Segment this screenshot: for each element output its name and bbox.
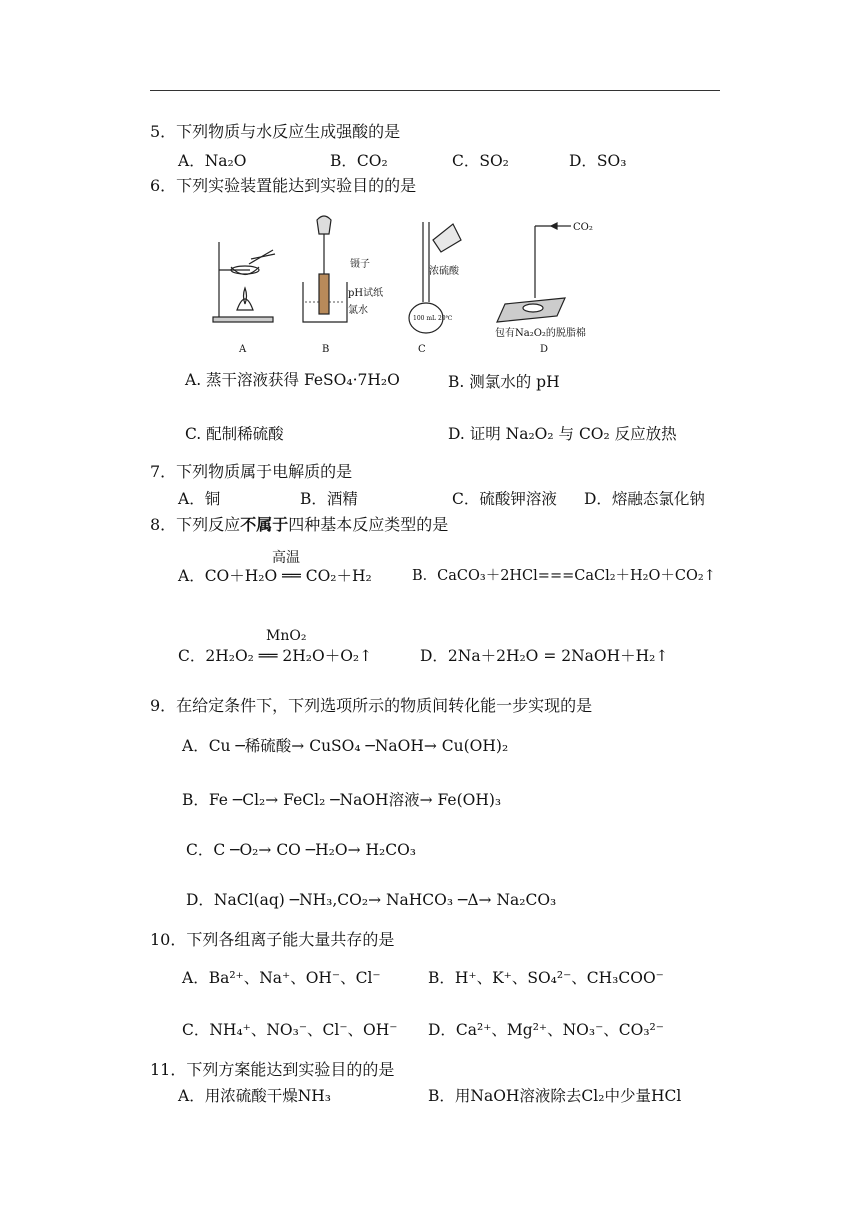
q5-option-a: A．Na₂O [178, 152, 247, 170]
q8-stem-emphasis: 不属于 [240, 515, 289, 534]
cotton-label: 包有Na₂O₂的脱脂棉 [495, 328, 586, 339]
q7-option-b: B．酒精 [300, 490, 358, 508]
ph-paper-label: pH试纸 [348, 288, 384, 299]
q9-option-d: D．NaCl(aq) ─NH₃,CO₂→ NaHCO₃ ─Δ→ Na₂CO₃ [186, 891, 557, 909]
q5-option-b: B．CO₂ [330, 152, 388, 170]
q8-stem-part-1: 8．下列反应 [150, 515, 241, 534]
q10-option-b: B．H⁺、K⁺、SO₄²⁻、CH₃COO⁻ [428, 969, 664, 987]
question-9-stem: 9．在给定条件下，下列选项所示的物质间转化能一步实现的是 [150, 696, 593, 715]
q8-option-d: D．2Na＋2H₂O = 2NaOH＋H₂↑ [420, 647, 669, 665]
q6-option-b: B. 测氯水的 pH [448, 373, 560, 391]
q8-condition-a: 高温 [272, 550, 300, 566]
q8-stem-part-2: 四种基本反应类型的是 [288, 515, 449, 534]
panel-label-d: D [540, 344, 549, 355]
panel-label-b: B [322, 344, 330, 355]
question-8-stem [150, 515, 448, 535]
apparatus-b-ph-test [303, 216, 347, 322]
q6-option-a: A. 蒸干溶液获得 FeSO₄·7H₂O [185, 371, 400, 389]
q8-option-a: A．CO＋H₂O ══ CO₂＋H₂ [178, 567, 372, 585]
q10-option-a: A．Ba²⁺、Na⁺、OH⁻、Cl⁻ [182, 969, 381, 987]
q8-condition-c: MnO₂ [266, 628, 307, 644]
q9-option-c: C．C ─O₂→ CO ─H₂O→ H₂CO₃ [186, 841, 417, 859]
panel-label-c: C [418, 344, 426, 355]
q5-option-c: C．SO₂ [452, 152, 509, 170]
apparatus-d-na2o2 [497, 223, 571, 322]
q7-option-c: C．硫酸钾溶液 [452, 490, 557, 508]
q9-option-b: B．Fe ─Cl₂→ FeCl₂ ─NaOH溶液→ Fe(OH)₃ [182, 791, 502, 809]
q6-option-c: C. 配制稀硫酸 [185, 425, 284, 443]
question-10-stem: 10．下列各组离子能大量共存的是 [150, 930, 395, 949]
q6-option-d: D. 证明 Na₂O₂ 与 CO₂ 反应放热 [448, 425, 677, 443]
q11-option-b: B．用NaOH溶液除去Cl₂中少量HCl [428, 1087, 682, 1105]
apparatus-a-evaporation [213, 242, 275, 322]
q8-option-b: B．CaCO₃＋2HCl===CaCl₂＋H₂O＋CO₂↑ [412, 568, 716, 584]
co2-label: CO₂ [573, 222, 593, 233]
question-11-stem: 11．下列方案能达到实验目的的是 [150, 1060, 395, 1079]
chlorine-water-label: 氯水 [348, 305, 368, 316]
q10-option-c: C．NH₄⁺、NO₃⁻、Cl⁻、OH⁻ [182, 1021, 398, 1039]
q5-option-d: D．SO₃ [569, 152, 627, 170]
conc-acid-label: 浓硫酸 [429, 266, 459, 277]
q9-option-a: A．Cu ─稀硫酸→ CuSO₄ ─NaOH→ Cu(OH)₂ [182, 737, 509, 755]
q7-option-a: A．铜 [178, 490, 221, 508]
apparatus-figure [205, 212, 593, 362]
question-6-stem: 6．下列实验装置能达到实验目的的是 [150, 176, 417, 195]
panel-label-a: A [239, 344, 247, 355]
header-rule [150, 90, 720, 91]
tweezers-label: 镊子 [350, 259, 370, 270]
question-5-stem: 5．下列物质与水反应生成强酸的是 [150, 122, 401, 141]
question-7-stem: 7．下列物质属于电解质的是 [150, 462, 353, 481]
flask-mark-label: 100 mL 20℃ [413, 315, 453, 322]
q10-option-d: D．Ca²⁺、Mg²⁺、NO₃⁻、CO₃²⁻ [428, 1021, 664, 1039]
q7-option-d: D．熔融态氯化钠 [584, 490, 705, 508]
q8-option-c: C．2H₂O₂ ══ 2H₂O＋O₂↑ [178, 647, 373, 665]
q11-option-a: A．用浓硫酸干燥NH₃ [178, 1087, 331, 1105]
